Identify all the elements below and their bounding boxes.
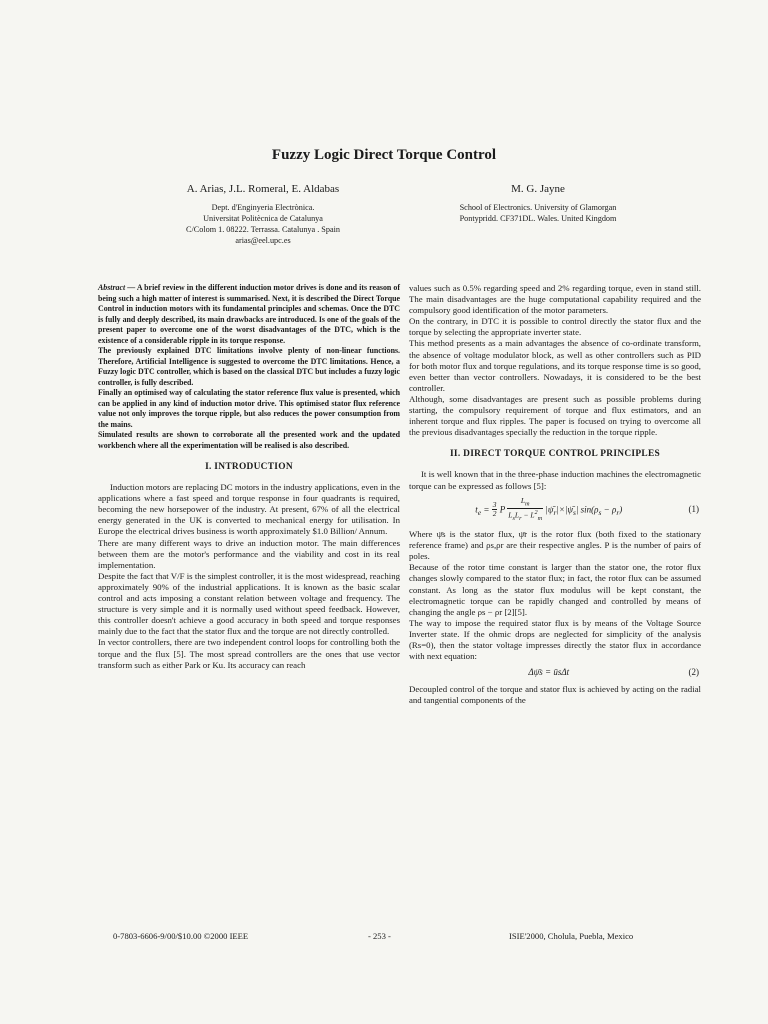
body-paragraph: There are many different ways to drive an induction motor. The main differences between them are the motor's performance and the viability and cost in its real implementation. [98,537,400,570]
body-paragraph: In vector controllers, there are two independent control loops for controlling both the torque and the flux [5]. The most spread controllers are the ones that use vector transform such as either Park or Ku. Its accuracy can reach [98,637,400,670]
author-names: A. Arias, J.L. Romeral, E. Aldabas [186,183,340,195]
section-heading: I. INTRODUCTION [205,462,293,472]
authors-right [378,183,698,224]
abstract-lead: Abstract [98,283,126,292]
affiliation-line: Universitat Politècnica de Catalunya [203,214,323,223]
footer-copyright: 0-7803-6606-9/00/$10.00 ©2000 IEEE [113,931,249,941]
body-paragraph: Because of the rotor time constant is larger than the stator one, the rotor flux changes slowly compared to the stator flux; in fact, the rotor flux can be assumed constant. As long as the stator flux modulus will be kept constant, the electromagnetic torque can be rapidly changed and controlled by means of changing the angle ρs − ρr [2][5]. [409,562,701,617]
body-paragraph: Decoupled control of the torque and stator flux is achieved by acting on the radial and tangential components of the [409,684,701,706]
left-column [98,283,400,671]
abstract-paragraph: The previously explained DTC limitations involve plenty of non-linear functions. Therefore, Artificial Intelligence is suggested to overcome the DTC limitations. Hence, a Fuzzy logic DTC controller, which is based on the classical DTC but includes a fuzzy logic controller, is fully described. [98,346,400,387]
body-paragraph: Despite the fact that V/F is the simplest controller, it is the most widespread, reaching approximately 90% of the industrial applications. It is known as the basic scalar control and acts imposing a constant relation between voltage and frequency. The structure is very simple and it is normally used without speed feedback. However, this controller doesn't achieve a good accuracy in both speed and torque responses mainly due to the fact that the stator flux and the torque are not directly controlled. [98,570,400,637]
abstract-paragraph [98,283,400,346]
affiliation-line: School of Electronics. University of Glamorgan [459,203,617,212]
abstract-text: — A brief review in the different induction motor drives is done and its reason of being such a high matter of interest is summarised. Next, it is described the Direct Torque Control in induction motors with its fundamental principles and schemas. Once the DTC is fully and deeply described, its main drawbacks are introduced. Is one of the goals of the present paper to overcome one of the worst disadvantages of the DTC, which is the existence of a considerable ripple in its torque response. [98,283,400,345]
affiliation-line: Pontypridd. CF371DL. Wales. United Kingdom [459,214,617,223]
paper-title: Fuzzy Logic Direct Torque Control [271,147,497,163]
right-column [409,283,701,707]
body-paragraph: The way to impose the required stator flux is by means of the Voltage Source Inverter state. If the ohmic drops are neglected for simplicity of the analysis (Rs=0), then the stator voltage impresses directly the stator flux in accordance with next equation: [409,617,701,662]
body-paragraph: Induction motors are replacing DC motors in the industry applications, even in the applications where a fast speed and torque response in four quadrants is required, becoming the new horsepower of the industry. At present, 67% of all the electrical energy generated in the UK is converted to mechanical energy for utilisation. In Europe the electrical drives business is worth approximately $1.0 Billion/ Annum. [98,482,400,537]
abstract-paragraph: Simulated results are shown to corroborate all the presented work and the updated workbench where all the experimentation will be realised is also described. [98,430,400,450]
footer-conference: ISIE'2000, Cholula, Puebla, Mexico [509,931,634,941]
body-paragraph: On the contrary, in DTC it is possible to control directly the stator flux and the torque by selecting the appropriate inverter state. [409,316,701,338]
body-paragraph: Although, some disadvantages are present such as possible problems during starting, the compulsory requirement of torque and flux estimators, and an inherent torque and flux ripples. The paper is focused on trying to overcome all the previous disadvantages specially the reduction in the torque ripple. [409,393,701,438]
section-heading: II. DIRECT TORQUE CONTROL PRINCIPLES [449,449,661,460]
equation-number: (1) [688,504,699,515]
body-paragraph: values such as 0.5% regarding speed and 2% regarding torque, even in stand still. The main disadvantages are the huge computational capability required and the compulsory good identification of the motor parameters. [409,283,701,316]
equation-2 [409,667,701,678]
equation-1 [409,497,701,524]
author-names: M. G. Jayne [511,183,565,195]
affiliation-line: Dept. d'Enginyeria Electrònica. [211,203,315,212]
body-paragraph: This method presents as a main advantages the absence of co-ordinate transform, the absence of voltage modulator block, as well as other controllers such as PID for both motor flux and torque regulations, and its torque response time is so good, even better than vector controllers. Nowadays, it is considered to be the best controller. [409,338,701,393]
equation-formula: Δψ̄s = ūsΔt [528,667,570,678]
body-paragraph: Where ψ̄s is the stator flux, ψ̄r is the rotor flux (both fixed to the stationary reference frame) and ρs,ρr are their respective angles. P is the number of pairs of poles. [409,529,701,562]
fraction: $\frac{L_m}{L_sL_r - L^2_m}$ [508,495,543,523]
abstract-paragraph: Finally an optimised way of calculating the stator reference flux value is presented, which can be applied in any kind of induction motor drive. This optimised stator flux reference value not only improves the torque ripple, but also reduces the power consumption from the mains. [98,388,400,429]
affiliation-line: C/Colom 1. 08222. Terrassa. Catalunya . Spain [186,225,340,234]
equation-formula: $t_e$ = $\frac{3}{2}$ P $\frac{L_m}{L_sL_r - L^2_m}$ $|\psī_r|\times|\psī_s|$ $\sin(\rho_s - \rho_r)$ [475,495,623,523]
equation-number: (2) [688,667,699,678]
footer-page-number: - 253 - [368,931,391,941]
fraction: $\frac{3}{2}$ [492,500,497,519]
author-email: arias@eel.upc.es [235,236,291,245]
body-paragraph: It is well known that in the three-phase induction machines the electromagnetic torque can be expressed as follows [5]: [409,469,701,491]
